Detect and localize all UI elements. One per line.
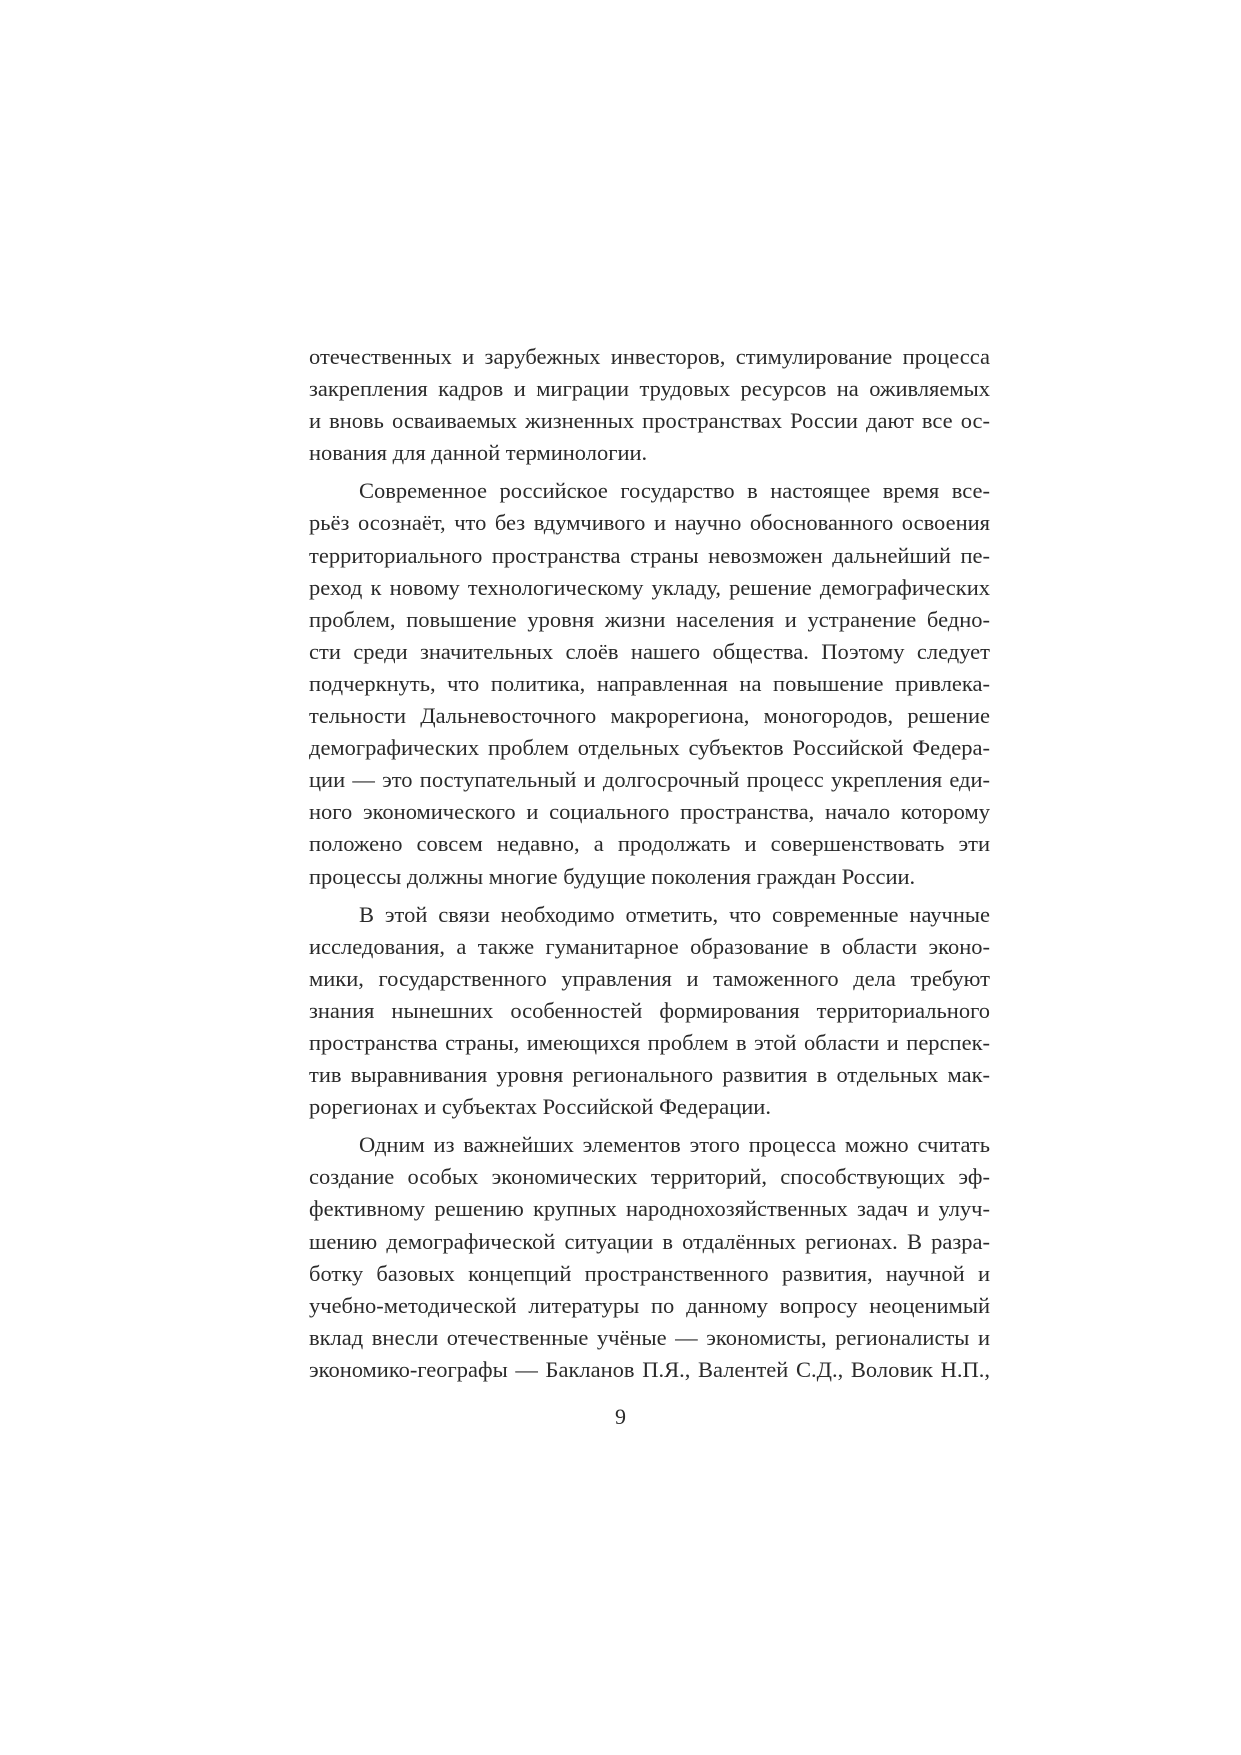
text-line: рьёз осознаёт, что без вдумчивого и научно обоснованного освоения — [309, 510, 990, 536]
text-line: экономико-географы — Бакланов П.Я., Валентей С.Д., Воловик Н.П., — [309, 1356, 990, 1382]
text-line: создание особых экономических территорий, способствующих эф- — [309, 1164, 990, 1190]
text-line: положено совсем недавно, а продолжать и совершенствовать эти — [309, 831, 990, 857]
text-line: отечественных и зарубежных инвесторов, стимулирование процесса — [309, 344, 990, 369]
text-line: мики, государственного управления и таможенного дела требуют — [309, 965, 990, 991]
text-line: демографических проблем отдельных субъектов Российской Федера- — [309, 735, 990, 761]
text-line: тельности Дальневосточного макрорегиона, моногородов, решение — [309, 703, 990, 729]
paragraph-3 — [309, 899, 990, 1124]
text-line: Одним из важнейших элементов этого процесса можно считать — [359, 1132, 990, 1158]
body-text — [309, 341, 990, 1386]
text-line: и вновь осваиваемых жизненных пространствах России дают все ос- — [309, 408, 990, 434]
text-line: В этой связи необходимо отметить, что современные научные — [359, 901, 990, 927]
text-line: шению демографической ситуации в отдалённых регионах. В разра- — [309, 1228, 990, 1254]
text-line: вклад внесли отечественные учёные — экономисты, регионалисты и — [309, 1324, 990, 1350]
text-line: рорегионах и субъектах Российской Федерации. — [309, 1094, 771, 1120]
text-line: ции — это поступательный и долгосрочный процесс укрепления еди- — [309, 767, 990, 793]
text-line: исследования, а также гуманитарное образование в области эконо- — [309, 933, 990, 959]
text-line: пространства страны, имеющихся проблем в этой области и перспек- — [309, 1029, 990, 1055]
text-line: тив выравнивания уровня регионального развития в отдельных мак- — [309, 1062, 990, 1088]
paragraph-1 — [309, 341, 990, 469]
text-line: нования для данной терминологии. — [309, 440, 648, 466]
text-line: территориального пространства страны невозможен дальнейший пе- — [309, 542, 990, 568]
text-line: ного экономического и социального пространства, начало которому — [309, 799, 990, 825]
text-line: ботку базовых концепций пространственного развития, научной и — [309, 1260, 990, 1286]
text-line: процессы должны многие будущие поколения граждан России. — [309, 863, 916, 889]
text-line: подчеркнуть, что политика, направленная на повышение привлека- — [309, 670, 990, 696]
text-line: знания нынешних особенностей формирования территориального — [309, 997, 990, 1023]
text-line: Современное российское государство в настоящее время все- — [359, 478, 990, 504]
text-line: реход к новому технологическому укладу, решение демографических — [309, 574, 990, 600]
text-line: закрепления кадров и миграции трудовых ресурсов на оживляемых — [309, 376, 990, 402]
paragraph-4 — [309, 1129, 990, 1386]
page-number: 9 — [615, 1404, 626, 1429]
text-line: проблем, повышение уровня жизни населения и устранение бедно- — [309, 606, 990, 632]
text-line: фективному решению крупных народнохозяйственных задач и улуч- — [309, 1196, 990, 1222]
text-line: сти среди значительных слоёв нашего общества. Поэтому следует — [309, 638, 990, 664]
paragraph-2 — [309, 475, 990, 892]
text-line: учебно-методической литературы по данному вопросу неоценимый — [309, 1292, 990, 1318]
